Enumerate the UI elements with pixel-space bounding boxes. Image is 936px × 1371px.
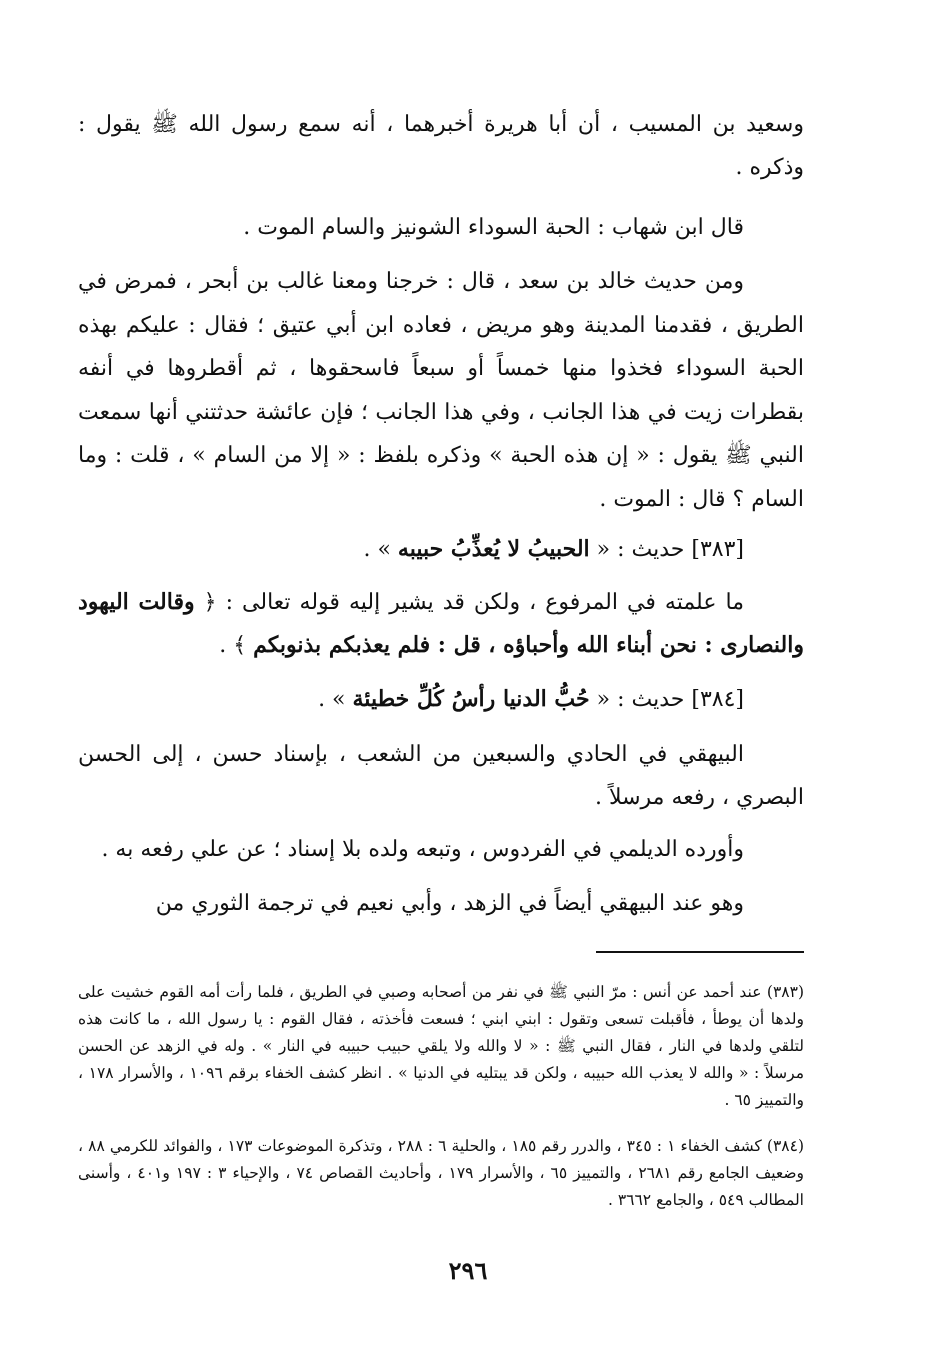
hadith-383-prefix: [٣٨٣] حديث : « [596, 537, 744, 562]
commentary-end: ﴾ . [219, 633, 247, 658]
paragraph-daylami: وأورده الديلمي في الفردوس ، وتبعه ولده بلا إسناد ؛ عن علي رفعه به . [101, 837, 744, 862]
page-number: ٢٩٦ [448, 1256, 488, 1285]
hadith-384-suffix: » . [318, 687, 346, 712]
footnote-383-text: عند أحمد عن أنس : مرّ النبي ﷺ في نفر من أصحابه وصبي في الطريق ، فلما رأت أمه القوم خشيت على ولدها أن يوطأ ، فأقبلت تسعى وتقول : ابني ابني ؛ فسعت فأخذته ، فقال القوم : يا رسول الله ، ما كانت هذه لتلقي ولدها في النار ، فقال النبي ﷺ : « لا والله ولا يلقي حبيب حبيبه في النار » . وله في الزهد عن الحسن مرسلاً : « والله لا يعذب الله حبيبه ، ولكن قد يبتليه في الدنيا » . انظر كشف الخفاء برقم ١٠٩٦ ، والأسرار ١٧٨ ، والتمييز ٦٥ . [78, 983, 805, 1109]
footnote-separator [596, 951, 804, 953]
footnote-384-text: كشف الخفاء ١ : ٣٤٥ ، والدرر رقم ١٨٥ ، والحلية ٦ : ٢٨٨ ، وتذكرة الموضوعات ١٧٣ ، والفوائد للكرمي ٨٨ ، وضعيف الجامع رقم ٢٦٨١ ، والتمييز ٦٥ ، والأسرار ١٧٩ ، وأحاديث القصاص ٧٤ ، والإحياء ٣ : ١٩٧ و٤٠١ ، وأسنى المطالب ٥٤٩ ، والجامع ٣٦٦٢ . [78, 1137, 805, 1209]
hadith-383-text: الحبيبُ لا يُعذِّبُ حبيبه [397, 536, 590, 562]
paragraph-bayhaqi: البيهقي في الحادي والسبعين من الشعب ، بإسناد حسن ، إلى الحسن البصري ، رفعه مرسلاً . [78, 742, 804, 810]
paragraph-khalid-hadith: ومن حديث خالد بن سعد ، قال : خرجنا ومعنا غالب بن أبحر ، فمرض في الطريق ، فقدمنا المدينة وهو مريض ، فعاده ابن أبي عتيق ؛ فقال : عليكم بهذه الحبة السوداء فخذوا منها خمساً أو سبعاً فاسحقوها ، ثم أقطروها في أنفه بقطرات زيت في هذا الجانب ، وفي هذا الجانب ؛ فإن عائشة حدثتني أنها سمعت النبي ﷺ يقول : « إن هذه الحبة » وذكره بلفظ : « إلا من السام » ، قلت : وما السام ؟ قال : الموت . [78, 269, 804, 512]
paragraph-ibn-shihab: قال ابن شهاب : الحبة السوداء الشونيز والسام الموت . [243, 215, 744, 240]
hadith-384-heading [78, 678, 804, 721]
paragraph-zuhd: وهو عند البيهقي أيضاً في الزهد ، وأبي نعيم في ترجمة الثوري من [155, 891, 744, 916]
paragraph-continuation: وسعيد بن المسيب ، أن أبا هريرة أخبرهما ، أنه سمع رسول الله ﷺ يقول : وذكره . [78, 112, 804, 180]
paragraph-383-commentary [78, 581, 804, 667]
hadith-384-text: حُبُّ الدنيا رأسُ كُلِّ خطيئة [352, 686, 590, 712]
footnote-384-number: (٣٨٤) [766, 1137, 805, 1155]
quran-verse: وقالت اليهود والنصارى : نحن أبناء الله وأحباؤه ، قل : فلم يعذبكم بذنوبكم [78, 589, 804, 658]
footnote-383 [78, 979, 804, 1114]
hadith-383-heading [78, 528, 804, 571]
footnote-383-number: (٣٨٣) [766, 983, 804, 1001]
hadith-384-prefix: [٣٨٤] حديث : « [596, 687, 744, 712]
footnote-384 [78, 1133, 804, 1214]
hadith-383-suffix: » . [363, 537, 391, 562]
commentary-plain: ما علمته في المرفوع ، ولكن قد يشير إليه قوله تعالى : ﴿ [203, 590, 744, 615]
